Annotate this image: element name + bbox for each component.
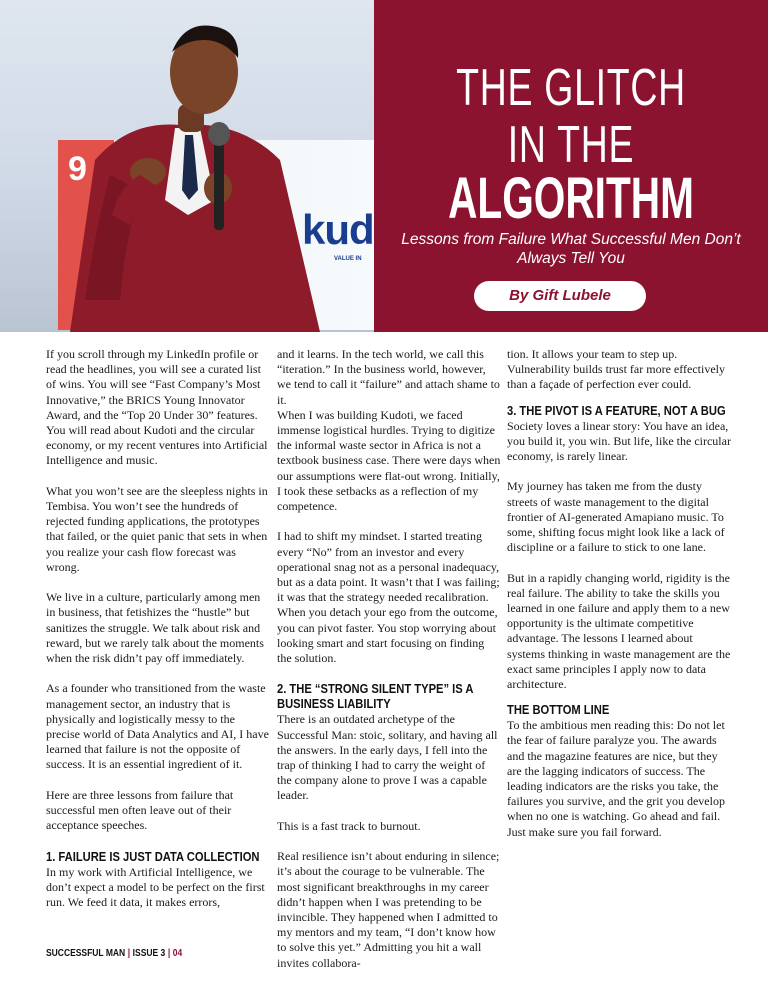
speaker-illustration [0,0,374,332]
paragraph: In my work with Artificial Intelligence, we don’t expect a model to be perfect on the first run. We feed it data, it makes errors, [46,864,265,910]
section-heading: 1. FAILURE IS JUST DATA COLLECTION [46,848,260,864]
title-panel [374,0,768,332]
paragraph: To the ambitious men reading this: Do not let the fear of failure paralyze you. The awards and the magazine features are nice, but they are the lagging indicators of success. The leading indicators are the risks you take, the failures you survive, and the grit you develop when no one is watching. Go ahead and fail. Just make sure you fail forward. [507,718,725,839]
paragraph: This is a fast track to burnout. [277,818,421,833]
author-byline: By Gift Lubele [474,281,646,311]
paragraph: But in a rapidly changing world, rigidity is the real failure. The ability to take the skills you learned in one failure and apply them to a new opportunity is the ultimate competitive advantage. The lessons I learned about systems thinking in waste management are the exact same principles I apply now to data architecture. [507,570,731,692]
article-column-3 [507,347,731,840]
stage-logo-sub: VALUE IN [334,256,362,262]
paragraph: and it learns. In the tech world, we call this “iteration.” In the business world, however, we tend to call it “failure” and attach shame to it. [277,347,500,407]
paragraph: When I was building Kudoti, we faced immense logistical hurdles. Trying to digitize the informal waste sector in Africa is not a textbook business case. There were days when our assumptions were flat-out wrong. Initially, I took these setbacks as a reflection of my competence. [277,407,501,514]
stage-logo: kud [302,206,374,253]
footer-issue: ISSUE 3 [132,948,166,959]
footer-separator: | [167,948,171,959]
headline-line-2: IN THE [507,116,635,174]
paragraph: If you scroll through my LinkedIn profile or read the headlines, you will see a curated list of wins. You will see “Fast Company’s Most Innovative,” the BRICS Young Innovator Award, and the “Top 20 Under 30” features. You will read about Kudoti and the circular economy, or my recent ventures into Artificial Intelligence and music. [46,347,268,468]
headline-line-3: ALGORITHM [448,166,694,231]
paragraph: Real resilience isn’t about enduring in silence; it’s about the courage to be vulnerable. The most significant breakthroughs in my career didn’t happen when I was pretending to be invincible. They happened when I admitted to my mentors and my team, “I don’t know how to solve this yet.” Admitting you hit a wall invites collabora- [277,849,500,970]
page-footer [46,948,182,959]
article-column-2 [277,347,501,971]
paragraph: tion. It allows your team to step up. Vulnerability builds trust far more effectively than a façade of perfection ever could. [507,347,725,392]
paragraph: There is an outdated archetype of the Successful Man: stoic, solitary, and having all the answers. In the early days, I fell into the trap of thinking I had to carry the weight of the company alone to prove I was a capable leader. [277,712,498,803]
footer-magazine-name: SUCCESSFUL MAN [46,948,126,959]
headline-line-1: THE GLITCH [456,59,686,117]
paragraph: I had to shift my mindset. I started treating every “No” from an investor and every operational snag not as a personal inadequacy, but as a data point. It wasn’t that I was failing; it was that the strategy needed recalibration. When you detach your ego from the outcome, you can pivot faster. You stop worrying about looking smart and start focusing on finding the solution. [277,529,500,666]
stage-number: 9 [68,150,87,188]
section-heading: 2. THE “STRONG SILENT TYPE” IS A BUSINESS LIABILITY [277,681,474,712]
hero-photo [0,0,374,332]
paragraph: We live in a culture, particularly among men in business, that fetishizes the “hustle” but sanitizes the struggle. We talk about risk and reward, but we rarely talk about the moments when the risk didn’t pay off immediately. [46,590,264,666]
subtitle: Lessons from Failure What Successful Men Don’t Always Tell You [401,231,741,267]
paragraph: As a founder who transitioned from the waste management sector, an industry that is physically and logistically messy to the precise world of Data Analytics and AI, I have learned that failure is not the opposite of success. It is an essential ingredient of it. [46,681,269,772]
footer-separator: | [127,948,131,959]
footer-page-number: 04 [172,948,183,959]
section-heading: THE BOTTOM LINE [507,702,610,718]
paragraph: What you won’t see are the sleepless nights in Tembisa. You won’t see the hundreds of rejected funding applications, the prototypes that failed, or the quiet panic that sets in when you realize your cash flow forecast was wrong. [46,483,268,574]
article-column-1 [46,347,270,910]
paragraph: My journey has taken me from the dusty streets of waste management to the digital frontier of AI-generated Amapiano music. To some, shifting focus might look like a lack of discipline or a failure to stick to one lane. [507,479,725,555]
paragraph: Here are three lessons from failure that successful men often leave out of their acceptance speeches. [46,787,234,833]
paragraph: Society loves a linear story: You have an idea, you build it, you win. But life, like the circular economy, is rarely linear. [507,418,731,464]
section-heading: 3. THE PIVOT IS A FEATURE, NOT A BUG [507,402,726,418]
